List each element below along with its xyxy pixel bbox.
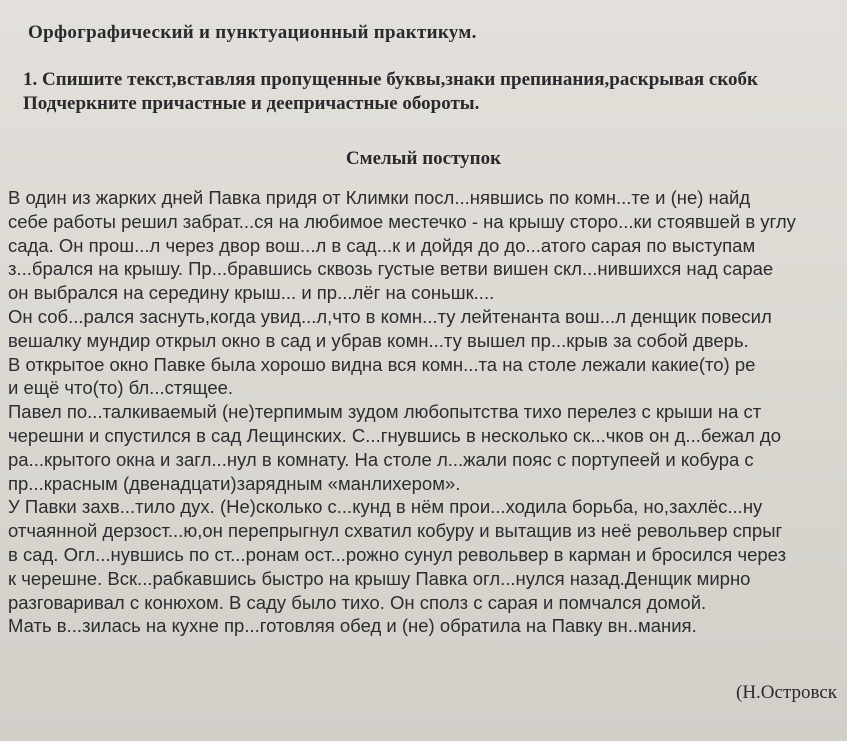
text-line: ра...крытого окна и загл...нул в комнату. На столе л...жали пояс с портупеей и кобура с — [8, 448, 754, 470]
text-line: Он соб...рался заснуть,когда увид...л,что в комн...ту лейтенанта вош...л денщик повесил — [8, 305, 772, 327]
text-line: пр...красным (двенадцати)зарядным «манлихером». — [8, 472, 461, 494]
text-line: отчаянной дерзост...ю,он перепрыгнул схватил кобуру и вытащив из неё револьвер спрыг — [8, 520, 783, 542]
story-text — [8, 186, 847, 638]
task-line: 1. Спишите текст,вставляя пропущенные буквы,знаки препинания,раскрывая скобк — [23, 69, 758, 90]
text-line: вешалку мундир открыл окно в сад и убрав комн...ту вышел пр...крыв за собой дверь. — [8, 329, 749, 351]
text-line: и ещё что(то) бл...стящее. — [8, 377, 234, 399]
text-line: В открытое окно Павке была хорошо видна вся комн...та на столе лежали какие(то) ре — [8, 353, 756, 375]
text-line: он выбрался на середину крыш... и пр...лёг на соньшк.... — [8, 282, 495, 304]
text-line: Павел по...талкиваемый (не)терпимым зудом любопытства тихо перелез с крыши на ст — [8, 401, 762, 423]
story-title: Смелый поступок — [345, 148, 502, 169]
text-line: в сад. Огл...нувшись по ст...ронам ост...рожно сунул револьвер в карман и бросился через — [8, 543, 787, 565]
text-line: У Павки захв...тило дух. (Не)сколько с...кунд в нём прои...ходила борьба, но,захлёс...ну — [8, 496, 763, 518]
text-line: сада. Он прош...л через двор вош...л в сад...к и дойдя до до...атого сарая по выступам — [8, 234, 756, 256]
practicum-heading: Орфографический и пунктуационный практикум. — [28, 22, 477, 43]
text-line: разговаривал с конюхом. В саду было тихо. Он сполз с сарая и помчался домой. — [8, 591, 707, 613]
text-line: з...брался на крышу. Пр...бравшись сквозь густые ветви вишен скл...нившихся над сарае — [8, 258, 774, 280]
task-instructions — [23, 68, 758, 116]
text-line: себе работы решил забрат...ся на любимое местечко - на крышу сторо...ки стоявшей в углу — [8, 210, 796, 232]
text-line: Мать в...зилась на кухне пр...готовляя обед и (не) обратила на Павку вн..мания. — [8, 615, 697, 637]
author-attribution: (Н.Островск — [736, 682, 838, 703]
text-line: черешни и спустился в сад Лещинских. С...гнувшись в несколько ск...чков он д...бежал до — [8, 424, 781, 446]
task-line: Подчеркните причастные и деепричастные обороты. — [23, 93, 480, 114]
text-line: В один из жарких дней Павка придя от Климки посл...нявшись по комн...те и (не) найд — [8, 187, 751, 208]
text-line: к черешне. Вск...рабкавшись быстро на крышу Павка огл...нулся назад.Денщик мирно — [8, 567, 751, 589]
